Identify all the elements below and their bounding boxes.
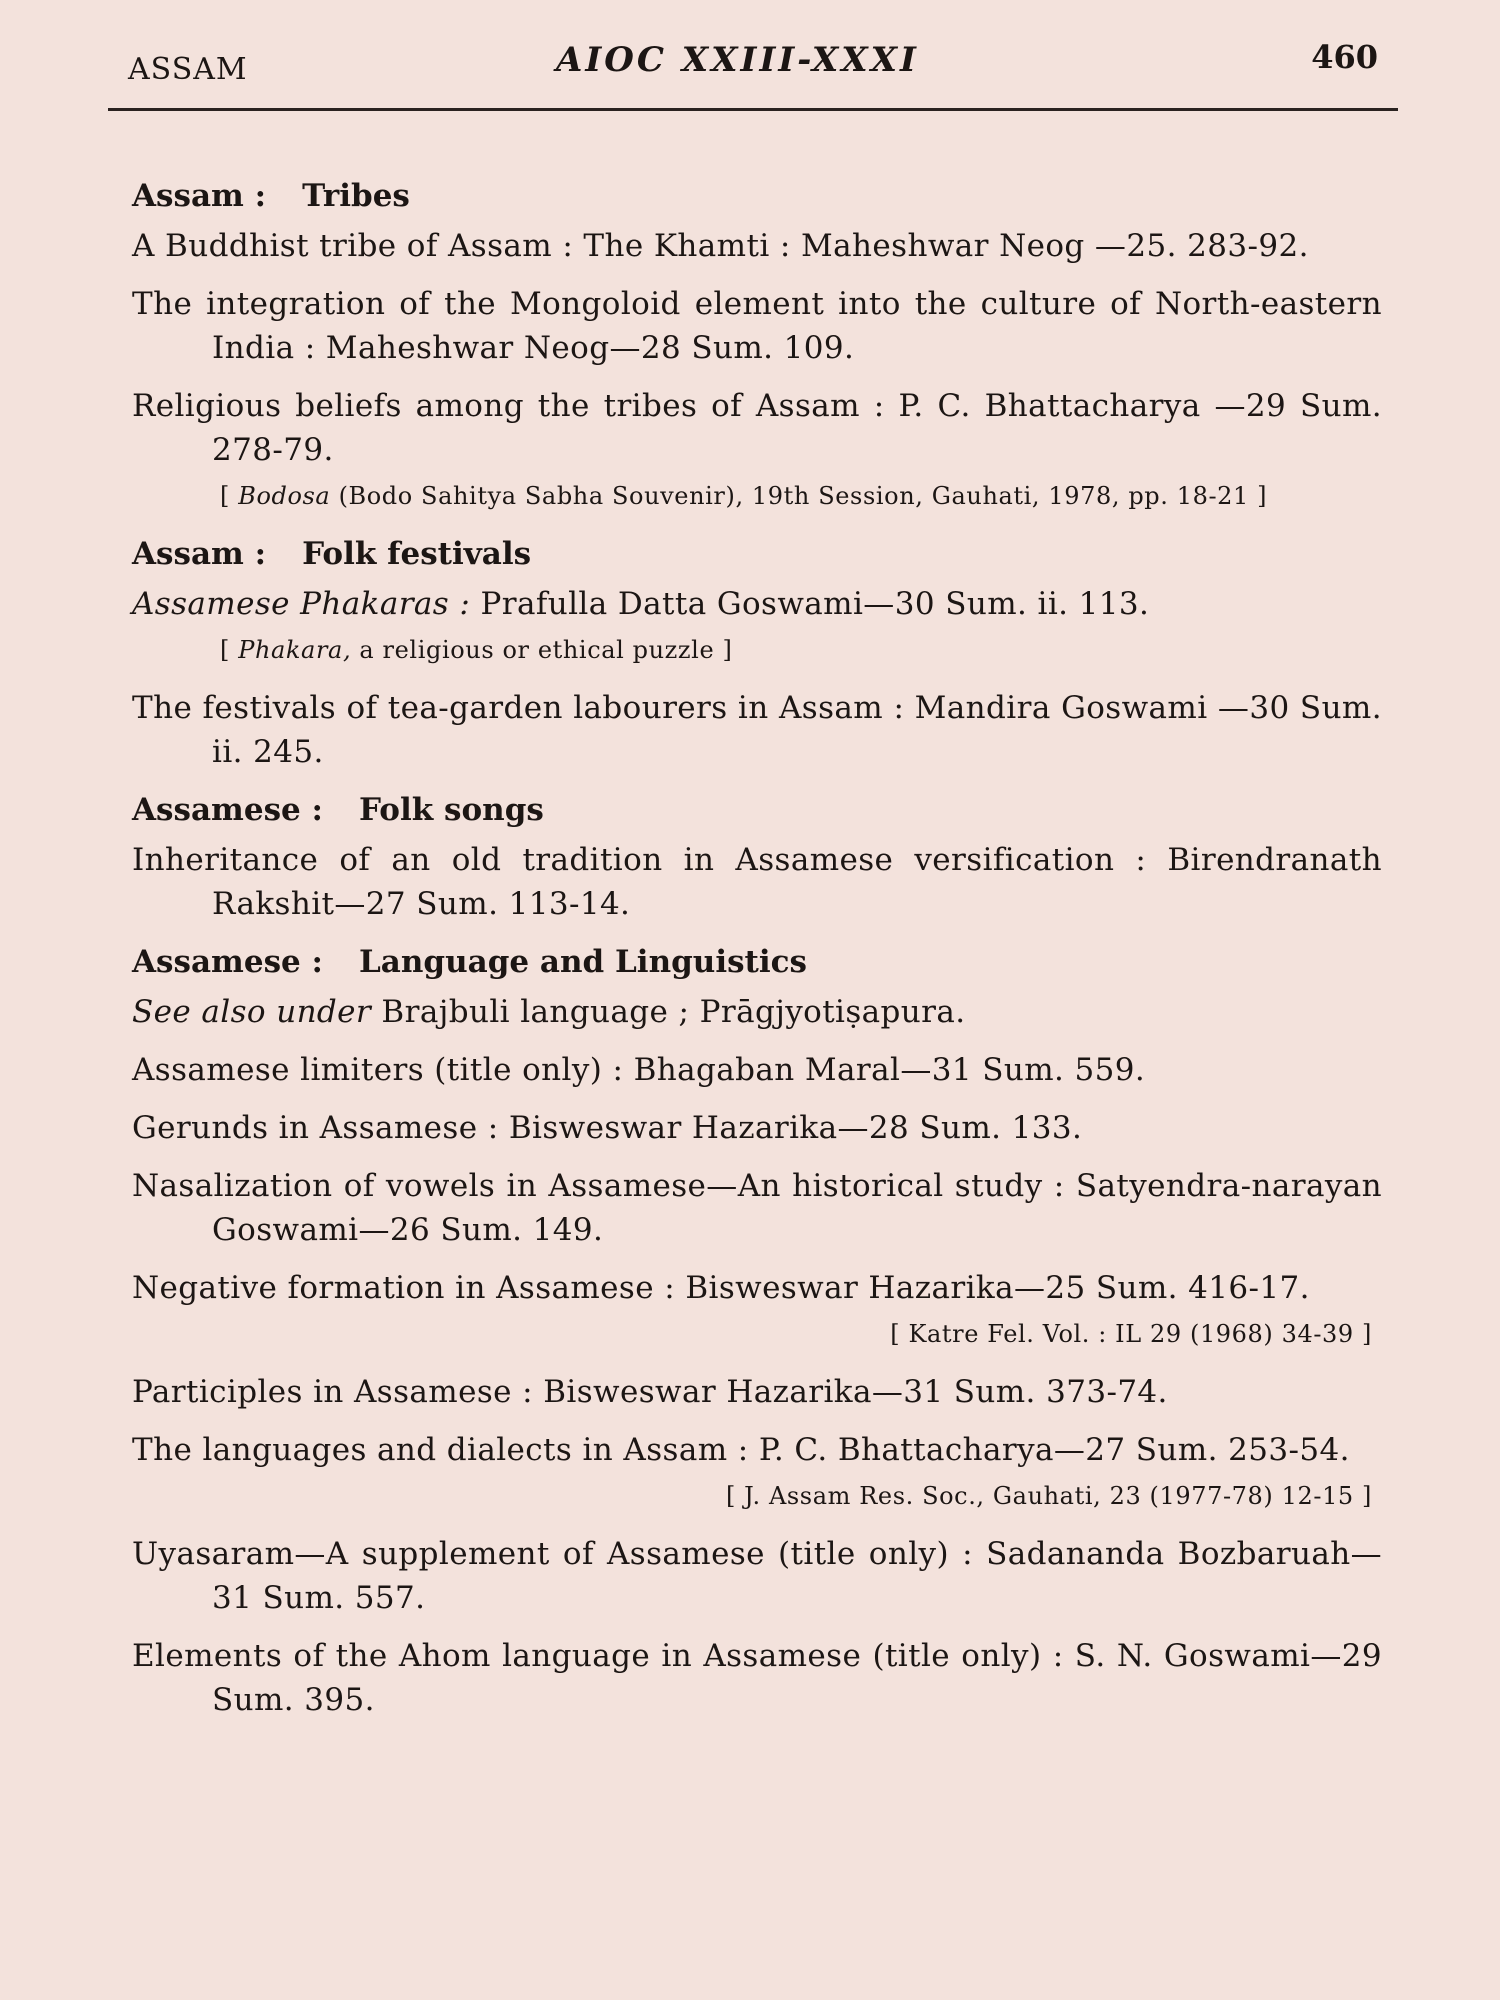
section-heading: Assam : Tribes — [132, 178, 410, 214]
bib-entry: The languages and dialects in Assam : P. C. Bhattacharya—27 Sum. 253-54. — [132, 1432, 1350, 1468]
page-header — [108, 38, 1398, 108]
bib-entry: Nasalization of vowels in Assamese—An historical study : Satyendra-narayan Goswami—26 Sum. 149. — [132, 1168, 1382, 1248]
running-head-title: AIOC XXIII-XXXI — [556, 40, 919, 80]
bib-note: [ Phakara, a religious or ethical puzzle ] — [220, 636, 733, 664]
bib-entry: Gerunds in Assamese : Bisweswar Hazarika—28 Sum. 133. — [132, 1110, 1083, 1146]
bib-entry: Inheritance of an old tradition in Assamese versification : Birendranath Rakshit—27 Sum. 113-14. — [132, 842, 1382, 922]
bib-entry: Religious beliefs among the tribes of Assam : P. C. Bhattacharya —29 Sum. 278-79. — [132, 388, 1382, 468]
bib-entry: Participles in Assamese : Bisweswar Hazarika—31 Sum. 373-74. — [132, 1374, 1168, 1410]
bibliography-content — [132, 160, 1382, 1736]
bib-note: [ Katre Fel. Vol. : IL 29 (1968) 34-39 ] — [890, 1320, 1372, 1348]
header-rule — [108, 108, 1398, 111]
section-heading: Assam : Folk festivals — [132, 536, 532, 572]
bib-note: [ Bodosa (Bodo Sahitya Sabha Souvenir), 19th Session, Gauhati, 1978, pp. 18-21 ] — [220, 482, 1268, 510]
bib-entry: Negative formation in Assamese : Bisweswar Hazarika—25 Sum. 416-17. — [132, 1270, 1310, 1306]
section-heading: Assamese : Language and Linguistics — [132, 944, 807, 980]
bib-entry: Assamese Phakaras : Prafulla Datta Goswami—30 Sum. ii. 113. — [132, 586, 1150, 622]
bib-note: [ J. Assam Res. Soc., Gauhati, 23 (1977-78) 12-15 ] — [725, 1482, 1372, 1510]
bib-entry: A Buddhist tribe of Assam : The Khamti : Maheshwar Neog —25. 283-92. — [132, 228, 1309, 264]
bib-entry: The festivals of tea-garden labourers in Assam : Mandira Goswami —30 Sum. ii. 245. — [132, 690, 1382, 770]
bib-entry: See also under Brajbuli language ; Prāgjyotiṣapura. — [132, 994, 966, 1030]
section-heading: Assamese : Folk songs — [132, 792, 544, 828]
bib-entry: Assamese limiters (title only) : Bhagaban Maral—31 Sum. 559. — [132, 1052, 1146, 1088]
bib-entry: Elements of the Ahom language in Assamese (title only) : S. N. Goswami—29 Sum. 395. — [132, 1638, 1382, 1718]
page-number: 460 — [1311, 38, 1378, 76]
bib-entry: Uyasaram—A supplement of Assamese (title only) : Sadananda Bozbaruah—31 Sum. 557. — [132, 1536, 1382, 1616]
bib-entry: The integration of the Mongoloid element into the culture of North-eastern India : Maheshwar Neog—28 Sum. 109. — [132, 286, 1382, 366]
running-head-left: ASSAM — [128, 52, 248, 87]
